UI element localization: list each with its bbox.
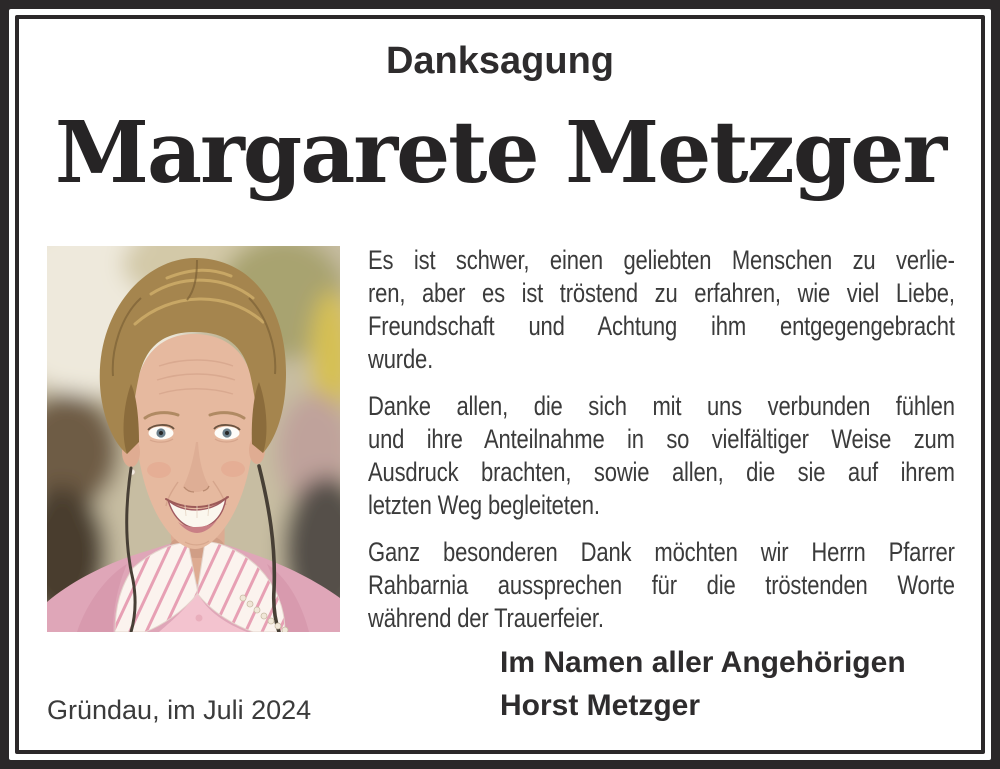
notice-sheet <box>9 9 991 760</box>
place-date: Gründau, im Juli 2024 <box>47 695 312 725</box>
paragraph-line: letzten Weg begleiteten. <box>368 490 600 520</box>
paragraph-line: ren, aber es ist tröstend zu erfahren, wie viel Liebe, <box>368 278 955 308</box>
closing-block <box>500 641 906 727</box>
paragraph-line: Ausdruck brachten, sowie allen, die sie auf ihrem <box>368 457 955 487</box>
closing-line-family: Im Namen aller Angehörigen <box>500 646 906 679</box>
portrait-photo <box>47 246 340 632</box>
paragraph <box>368 390 955 522</box>
closing-line-signee: Horst Metzger <box>500 689 701 722</box>
blouse-button <box>196 615 203 622</box>
paragraph-line: Ganz besonderen Dank möchten wir Herrn Pfarrer <box>368 537 955 567</box>
inner-frame <box>15 15 985 754</box>
paragraph-line: Es ist schwer, einen geliebten Menschen zu verlie- <box>368 245 955 275</box>
paragraph-line: Rahbarnia aussprechen für die tröstenden Worte <box>368 570 955 600</box>
paragraph <box>368 536 955 635</box>
paragraph-line: wurde. <box>368 344 434 374</box>
paragraph-line: Danke allen, die sich mit uns verbunden fühlen <box>368 391 955 421</box>
paragraph-line: während der Trauerfeier. <box>368 603 604 633</box>
paragraph-line: Freundschaft und Achtung ihm entgegengebracht <box>368 311 955 341</box>
paragraph <box>368 244 955 376</box>
thanks-text-column <box>368 244 955 649</box>
deceased-name-headline: Margarete Metzger <box>54 103 946 203</box>
notice-type-title: Danksagung <box>385 40 615 82</box>
portrait-illustration <box>47 246 340 632</box>
paragraph-line: und ihre Anteilnahme in so vielfältiger Weise zum <box>368 424 955 454</box>
